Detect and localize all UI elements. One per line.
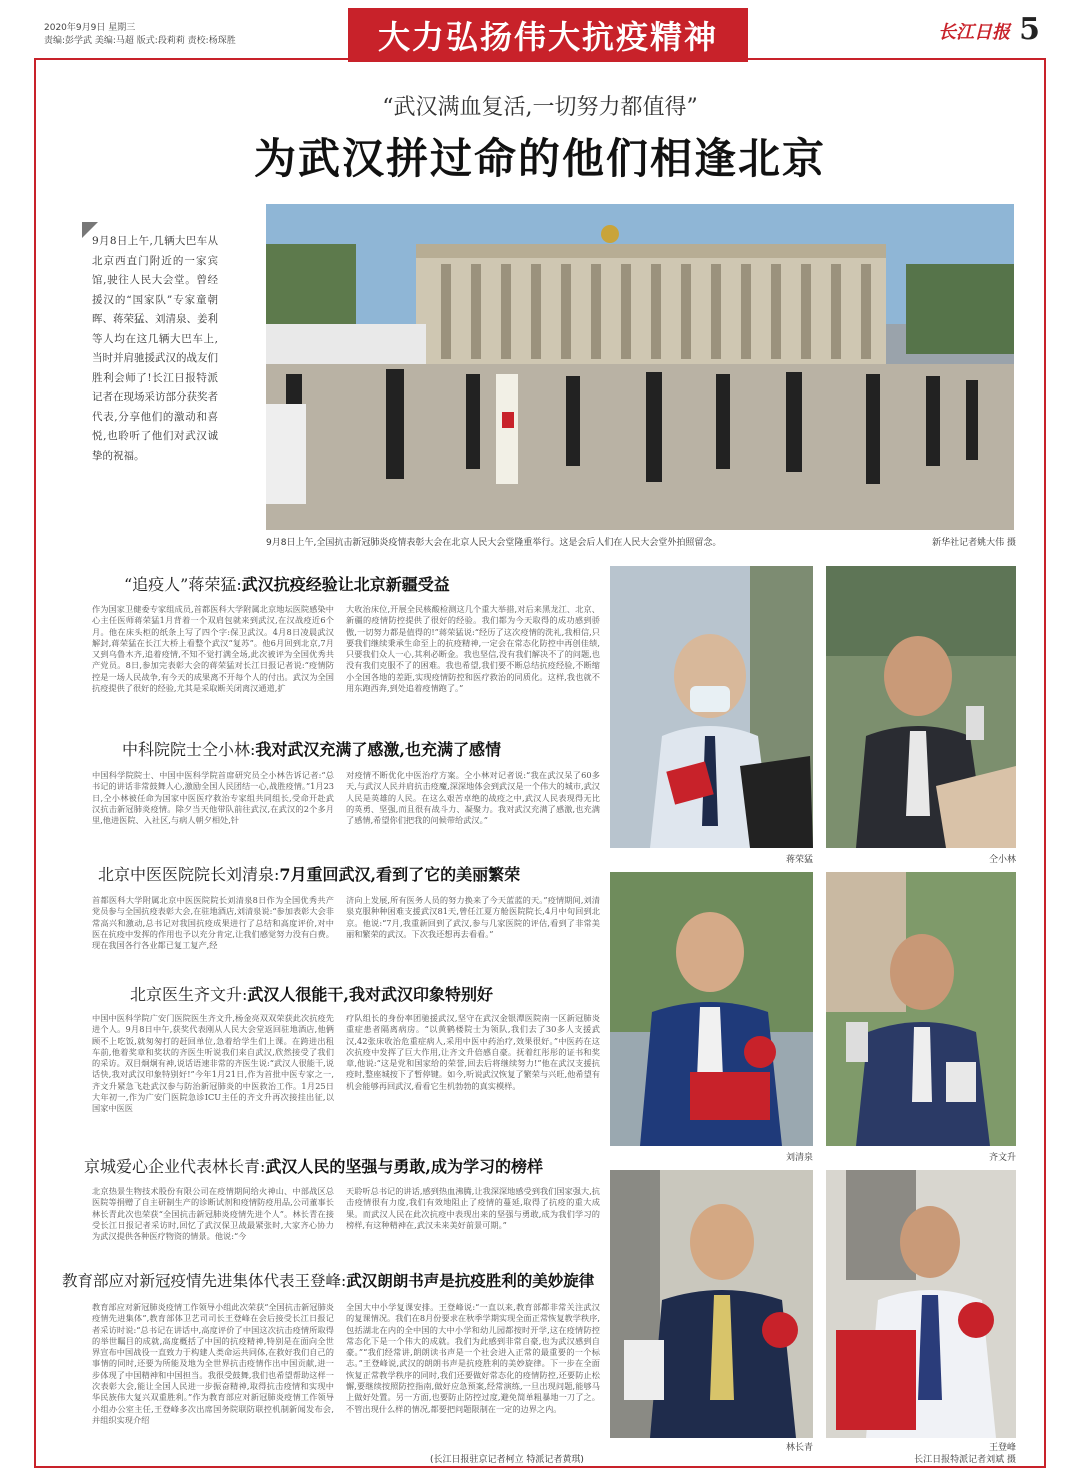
main-photo-credit: 新华社记者姚大伟 摄: [932, 538, 1016, 548]
page-number: 5: [1019, 12, 1040, 47]
reporter-byline: (长江日报驻京记者柯立 特派记者黄琪): [430, 1455, 584, 1465]
section-3-column-left: 首都医科大学附属北京中医医院院长刘清泉8日作为全国优秀共产党员参与全国抗疫表彰大会,在驻地酒店,刘清泉说:“参加表彰大会非常高兴和激动,总书记对我国抗疫成果进行了总结和高度评价,对中医在抗疫中发挥的作用也予以充分肯定,让我们感觉努力没有白费。现在我国各行各业都已复工复产,经: [92, 895, 334, 951]
portrait-illustration: [610, 872, 813, 1146]
great-hall-photo-illustration: [266, 204, 1014, 530]
section-2-heading: 中科院院士仝小林:我对武汉充满了感激,也充满了感情: [122, 740, 501, 759]
portrait-label-qi-wensheng: 齐文升: [988, 1153, 1016, 1163]
main-photo-caption: 9月8日上午,全国抗击新冠肺炎疫情表彰大会在北京人民大会堂隆重举行。这是会后人们在人民大会堂外拍照留念。: [266, 538, 722, 548]
section-6-column-right: 全国大中小学复课安排。王登峰说:“一直以来,教育部都非常关注武汉的复课情况。我们在8月份要求在秋季学期实现全面正常恢复教学秩序,包括湖北在内的全中国的大中小学和幼儿园都按时开学,这在疫情防控常态化下是一个伟大的成就。我们为此感到非常自豪,也为武汉感到自豪。”“我们经常讲,朗朗读书声是一个社会进入正常的最重要的一个标志。”王登峰说,武汉的朗朗书声是抗疫胜利的美妙旋律。下一步在全面恢复正常教学秩序的同时,我们还要做好常态化的疫情防控,还要防止松懈,要继续按照防控指南,做好应急预案,经常演练,一旦出现问题,能够马上做好处置。另一方面,也要防止防控过度,避免简单粗暴地一刀了之。不管出现什么样的情况,都要把问题限制在一定的边界之内。: [346, 1302, 600, 1414]
portrait-tong-xiaolin: [826, 566, 1016, 848]
portrait-label-tong-xiaolin: 仝小林: [988, 855, 1016, 865]
section-1-column-left: 作为国家卫健委专家组成员,首都医科大学附属北京地坛医院感染中心主任医师蒋荣猛1月背着一个双肩包就来到武汉,在汉战疫近6个月。他在床头柜的纸条上写了四个字:保卫武汉。4月8日凌晨武汉解封,蒋荣猛在长江大桥上看整个武汉“复苏”。他6月回到北京,7月又到乌鲁木齐,追着疫情,不知不觉打满全场,此次被评为全国优秀共产党员。8日,参加完表彰大会的蒋荣猛对长江日报记者说:“疫情防控是一场人民战争,有今天的成果离不开每个人的付出。武汉为全国抗疫提供了很好的经验,尤其是采取断关闭离汉通道,扩: [92, 604, 334, 694]
section-4-column-right: 疗队组长的身份率团驰援武汉,坚守在武汉金银潭医院南一区新冠肺炎重症患者隔离病房。“以黄鹤楼院士为领队,我们去了30多人支援武汉,42张床收治危重症病人,采用中医中药治疗,效果很好。”中医药在这次抗疫中发挥了巨大作用,让齐文升倍感自豪。抚着红彤彤的证书和奖章,他说:“这是党和国家给的荣誉,回去后将继续努力!”他在武汉支援抗疫时,整座城按下了暂停键。如今,听说武汉恢复了繁荣与兴旺,他希望有机会能够再回武汉,看看它生机勃勃的真实模样。: [346, 1013, 600, 1091]
portrait-lin-changqing: [610, 1170, 813, 1438]
portrait-label-jiang-rongmeng: 蒋荣猛: [785, 855, 813, 865]
portrait-label-liu-qingquan: 刘清泉: [785, 1153, 813, 1163]
portrait-liu-qingquan: [610, 872, 813, 1146]
portrait-qi-wensheng: [826, 872, 1016, 1146]
section-3-heading: 北京中医医院院长刘清泉:7月重回武汉,看到了它的美丽繁荣: [98, 865, 521, 884]
portrait-illustration: [826, 872, 1016, 1146]
section-banner: 大力弘扬伟大抗疫精神: [348, 8, 748, 62]
section-1-heading: “追疫人”蒋荣猛:武汉抗疫经验让北京新疆受益: [124, 575, 450, 594]
section-4-column-left: 中国中医科学院广安门医院医生齐文升,杨金亮双双荣获此次抗疫先进个人。9月8日中午,获奖代表刚从人民大会堂返回驻地酒店,他俩顾不上吃饭,就匆匆打的赶回单位,急着给学生们上课。在跨进出租车前,他着奖章和奖状的齐医生听说我们来自武汉,欣然接受了我们的采访。双目炯炯有神,说话语速非常的齐医生说:“武汉人很能干,说话快,我对武汉印象特别好!”今年1月21日,作为首批中医专家之一,齐文升紧急飞赴武汉参与防治新冠肺炎的中医救治工作。1月25日大年初一,作为广安门医院急诊ICU主任的齐文升再次接挂出征,以国家中医医: [92, 1013, 334, 1114]
portrait-illustration: [826, 566, 1016, 848]
section-6-column-left: 教育部应对新冠肺炎疫情工作领导小组此次荣获“全国抗击新冠肺炎疫情先进集体”,教育部体卫艺司司长王登峰在会后接受长江日报记者采访时说:“总书记在讲话中,高度评价了中国这次抗击疫情所取得的举世瞩目的成就,高度概括了中国的抗疫精神,特别是在面向全世界宣布中国战役一直致力于构建人类命运共同体,在救好我们自己的事情的同时,还要为所能及地为全世界抗击疫情作出中国贡献,进一步体现了中国精神和中国担当。我很受鼓舞,我们也希望帮助这样一次表彰大会,能让全国人民进一步振奋精神,取得抗击疫情和实现中华民族伟大复兴双重胜利。”作为教育部应对新冠肺炎疫情工作领导小组办公室主任,王登峰多次出席国务院联防联控机制新闻发布会,并组织实现介绍: [92, 1302, 334, 1425]
portrait-wang-dengfeng: [826, 1170, 1016, 1438]
lead-paragraph: 9月8日上午,几辆大巴车从北京西直门附近的一家宾馆,驶往人民大会堂。曾经援汉的“国家队”专家童朝晖、蒋荣猛、刘清泉、姜利等人均在这几辆大巴车上,当时并肩驰援武汉的战友们胜利会师了!长江日报特派记者在现场采访部分获奖者代表,分享他们的激动和喜悦,也聆听了他们对武汉诚挚的祝福。: [92, 235, 218, 462]
main-headline: 为武汉拼过命的他们相逢北京: [253, 134, 826, 183]
portrait-label-wang-dengfeng: 王登峰: [988, 1443, 1016, 1453]
main-photo: [266, 204, 1014, 530]
portrait-illustration: [826, 1170, 1016, 1438]
newspaper-logo: 长江日报: [938, 22, 1010, 43]
section-5-column-right: 天聆听总书记的讲话,感到热血沸腾,让我深深地感受到我们国家强大,抗击疫情很有力度,我们有效地阻止了疫情的蔓延,取得了抗疫的重大成果。而武汉人民在此次抗疫中表现出来的坚强与勇敢,成为我们学习的榜样,有这种精神在,武汉未来美好前景可期。”: [346, 1186, 600, 1230]
issue-date: 2020年9月9日 星期三: [44, 23, 136, 33]
section-2-column-left: 中国科学院院士、中国中医科学院首席研究员仝小林告诉记者:“总书记的讲话非常鼓舞人心,激励全国人民团结一心,战胜疫情。”1月23日,仝小林被任命为国家中医医疗救治专家组共同组长,受命开赴武汉抗击新冠肺炎疫情。除夕当天他带队前往武汉,在武汉的2个多月里,他进医院、入社区,与病人朝夕相处,针: [92, 770, 334, 826]
section-4-heading: 北京医生齐文升:武汉人很能干,我对武汉印象特别好: [130, 985, 493, 1004]
photo-byline: 长江日报特派记者刘斌 摄: [914, 1455, 1016, 1465]
editorial-staff: 责编:彭学武 美编:马超 版式:段莉莉 责校:杨琛胜: [44, 36, 236, 46]
section-5-column-left: 北京热景生物技术股份有限公司在疫情期间给火神山、中部战区总医院等捐赠了自主研制生产的诊断试剂和疫情防疫用品,公司董事长林长青此次也荣获“全国抗击新冠肺炎疫情先进个人”。林长青在接受长江日报记者采访时,回忆了武汉保卫战最紧张时,大家齐心协力为武汉提供各种医疗物资的情景。他说:“今: [92, 1186, 334, 1242]
section-3-column-right: 济向上发展,所有医务人员的努力换来了今天蓝蓝的天。”疫情期间,刘清泉克服种种困难支援武汉81天,曾任江夏方舱医院院长,4月中旬回到北京。他说:“7月,我重新回到了武汉,参与几家医院的评估,看到了非常美丽和繁荣的武汉。下次我还想再去看看。”: [346, 895, 600, 939]
portrait-illustration: [610, 1170, 813, 1438]
section-5-heading: 京城爱心企业代表林长青:武汉人民的坚强与勇敢,成为学习的榜样: [84, 1157, 543, 1176]
portrait-illustration: [610, 566, 813, 848]
section-6-heading: 教育部应对新冠疫情先进集体代表王登峰:武汉朗朗书声是抗疫胜利的美妙旋律: [62, 1271, 595, 1290]
headline-kicker: “武汉满血复活,一切努力都值得”: [382, 95, 698, 120]
portrait-jiang-rongmeng: [610, 566, 813, 848]
portrait-label-lin-changqing: 林长青: [785, 1443, 813, 1453]
section-1-column-right: 大收治床位,开展全民核酸检测这几个重大举措,对后来黑龙江、北京、新疆的疫情防控提供了很好的经验。我们都为今天取得的成功感到骄傲,一切努力都是值得的!”蒋荣猛说:“经历了这次疫情的洗礼,我相信,只要我们继续秉承生命至上的抗疫精神,一定会在常态化防控中再创佳绩,只要我们众人一心,其利必断金。我也坚信,没有我们解决不了的问题,也没有我们克服不了的困难。我也希望,我们要不断总结抗疫经验,不断缩小全国各地的差距,实现疫情防控和医疗救治的同质化。这样,我也就不用东跑西奔,到处追着疫情跑了。”: [346, 604, 600, 694]
section-2-column-right: 对疫情不断优化中医治疗方案。仝小林对记者说:“我在武汉呆了60多天,与武汉人民并肩抗击疫魔,深深地体会到武汉是一个伟大的城市,武汉人民是英雄的人民。在这么艰苦卓绝的战疫之中,武汉人民表现得无比的英勇、坚强,而且很有战斗力、凝聚力。我对武汉充满了感激,也充满了感情,希望你们把我的问候带给武汉。”: [346, 770, 600, 826]
